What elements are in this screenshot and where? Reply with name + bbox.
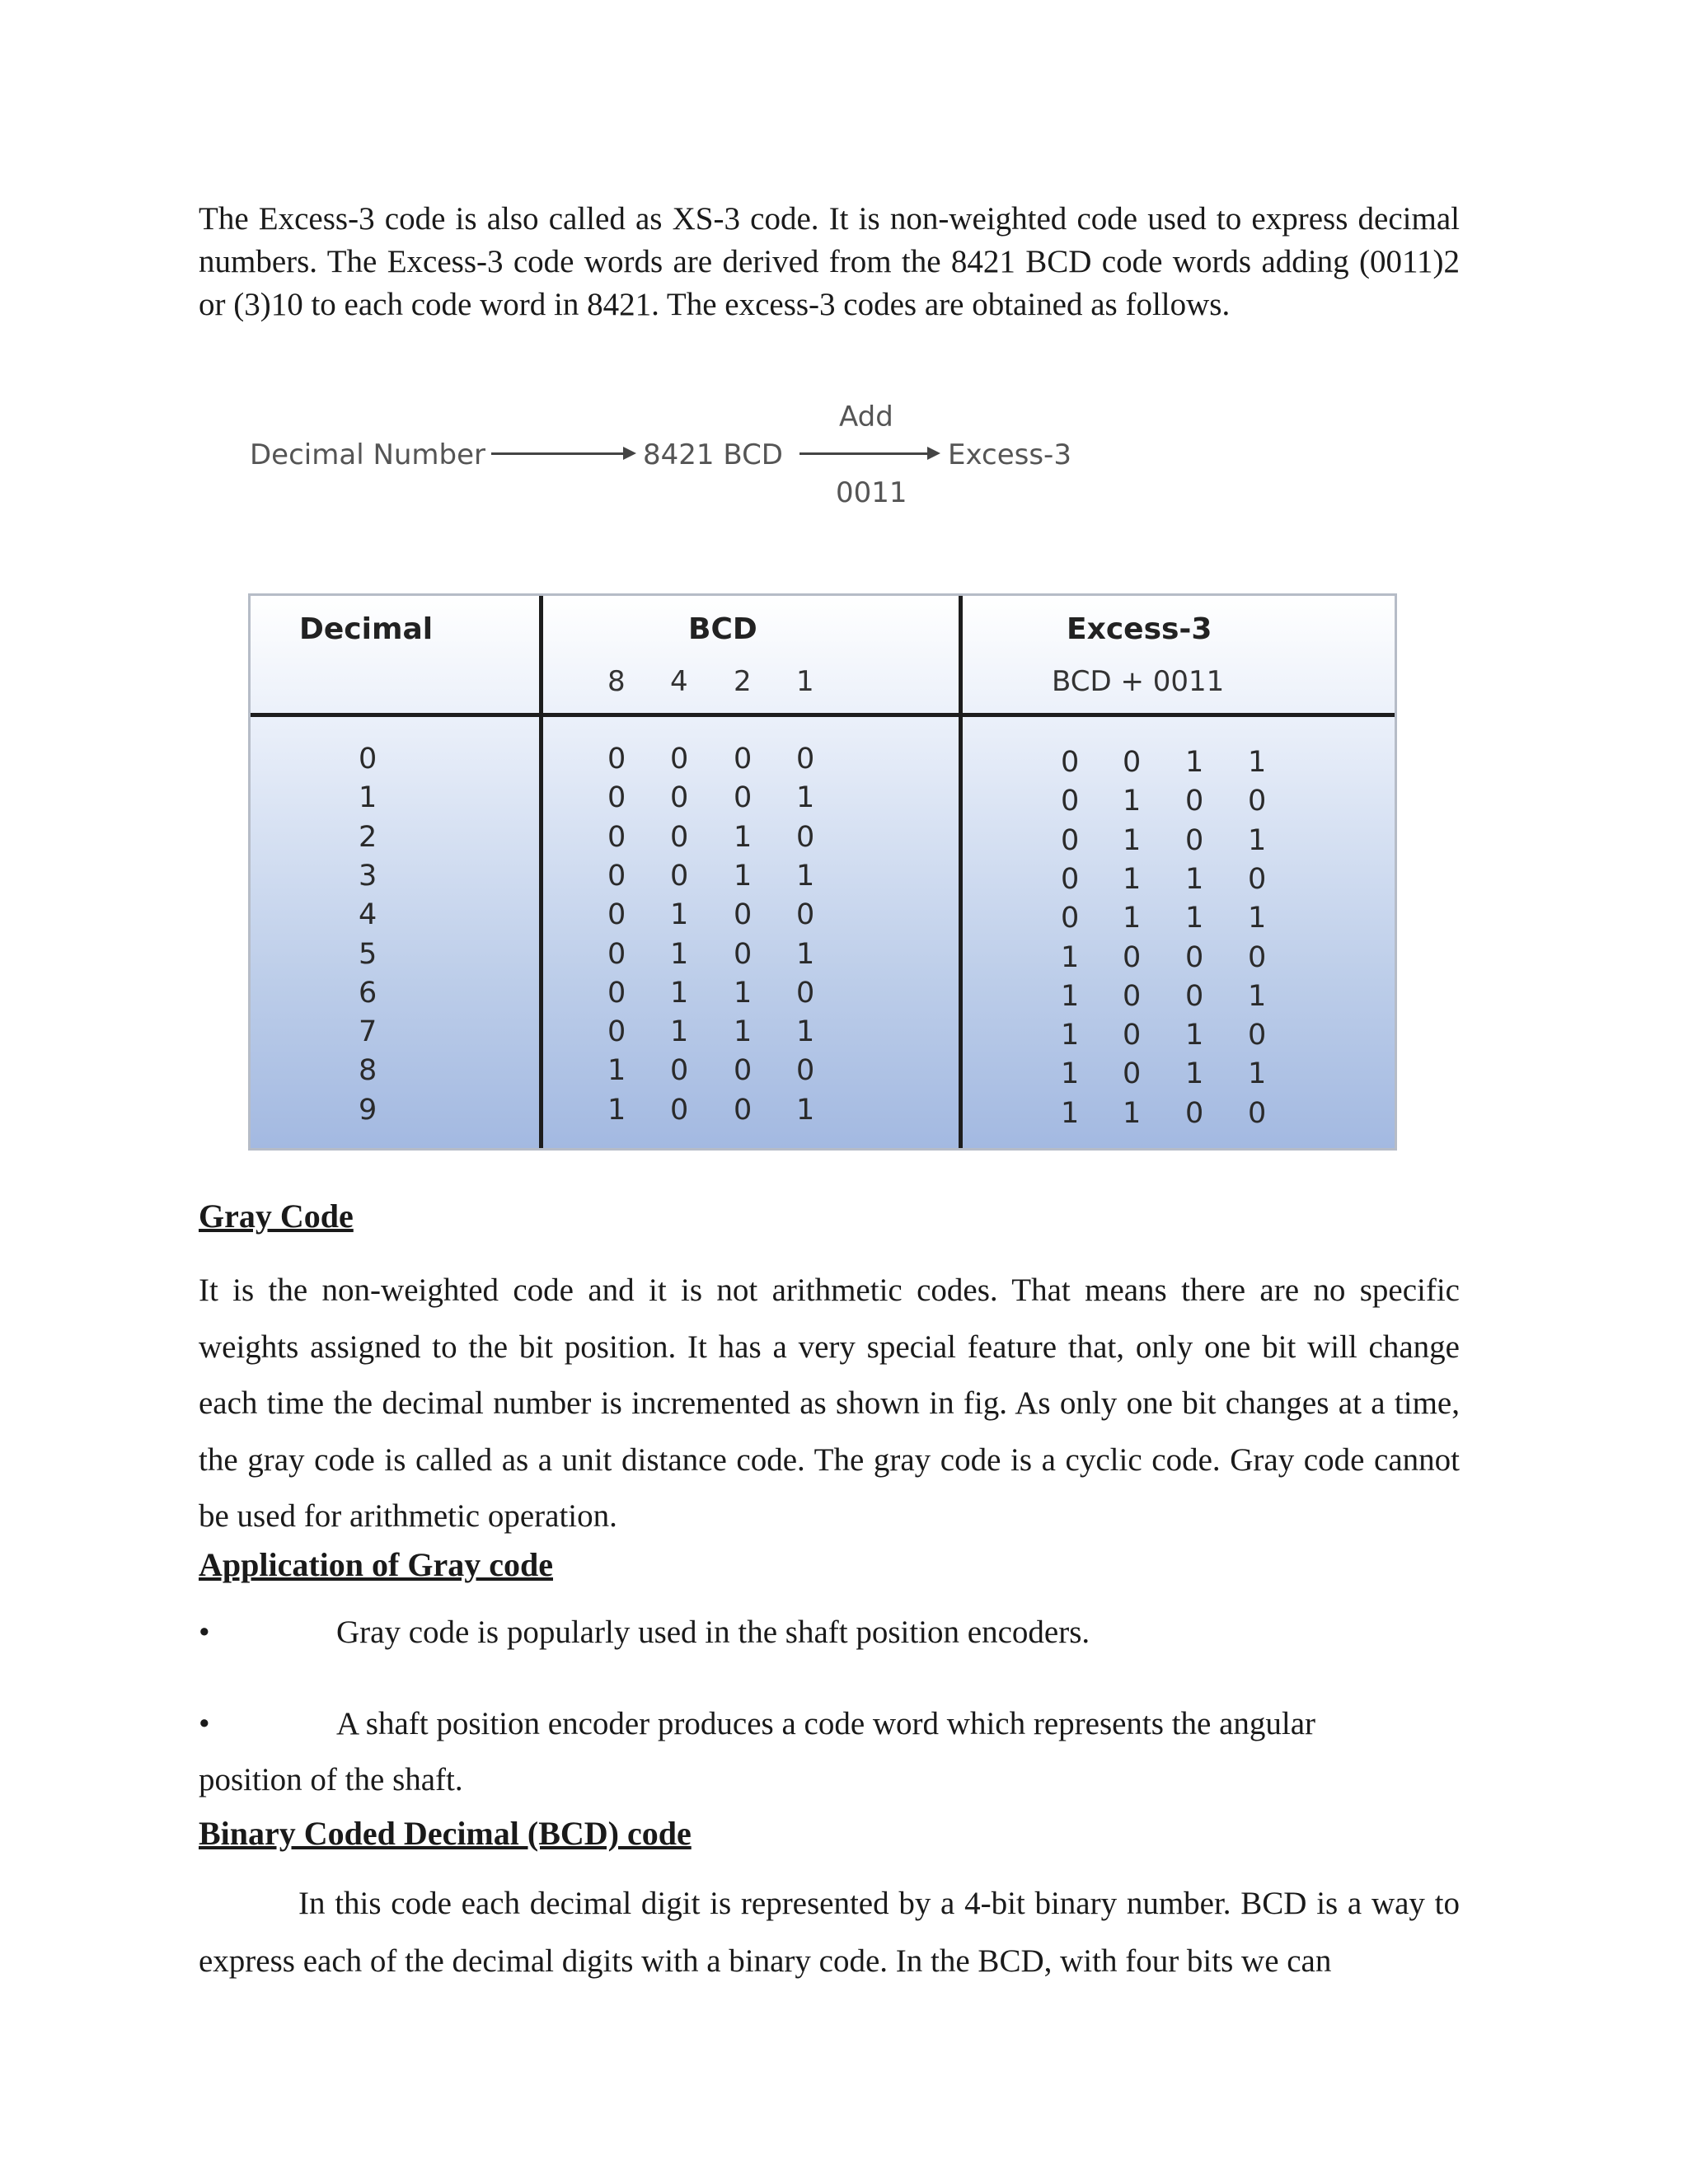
excess3-bit-cell: 1 [1248, 902, 1267, 935]
flow-excess3: Excess-3 [948, 438, 1071, 471]
bcd-bit-cell: 0 [607, 859, 626, 893]
bcd-bit-cell: 0 [607, 898, 626, 932]
bcd-bit-cell: 0 [734, 937, 753, 971]
bcd-bit-cell: 1 [796, 1015, 815, 1049]
bcd-bit-cell: 0 [607, 743, 626, 776]
decimal-cell: 4 [359, 898, 377, 932]
bullet-continuation-text: position of the shaft. [199, 1762, 463, 1797]
excess3-bit-cell: 0 [1185, 979, 1204, 1013]
decimal-cell: 9 [359, 1093, 377, 1127]
flow-decimal-number: Decimal Number [250, 438, 486, 471]
excess3-bit-cell: 0 [1248, 1096, 1267, 1130]
decimal-cell: 3 [359, 859, 377, 893]
bcd-bit-cell: 0 [607, 820, 626, 854]
table-header-divider [251, 713, 1395, 717]
excess3-bit-cell: 1 [1248, 1057, 1267, 1091]
bullet-icon: • [199, 1615, 210, 1650]
header-bcd: BCD [688, 612, 757, 646]
bcd-bit-cell: 1 [670, 976, 689, 1010]
bcd-bit-cell: 0 [670, 781, 689, 815]
header-decimal: Decimal [299, 612, 434, 646]
bcd-bit-cell: 1 [607, 1093, 626, 1127]
table-divider [539, 596, 543, 1148]
excess3-code-table [248, 593, 1397, 1151]
bcd-weight-label: 2 [734, 665, 752, 698]
table-divider [959, 596, 963, 1148]
excess3-bit-cell: 1 [1185, 1057, 1204, 1091]
bcd-bit-cell: 0 [734, 1093, 753, 1127]
excess3-bit-cell: 0 [1185, 785, 1204, 818]
bcd-bit-cell: 0 [607, 976, 626, 1010]
flow-add-value: 0011 [836, 476, 907, 509]
excess3-subheader: BCD + 0011 [1052, 665, 1225, 698]
header-excess3: Excess-3 [1067, 612, 1212, 646]
excess3-bit-cell: 0 [1248, 1019, 1267, 1052]
excess3-bit-cell: 1 [1185, 902, 1204, 935]
bcd-bit-cell: 0 [796, 1054, 815, 1088]
decimal-cell: 5 [359, 937, 377, 971]
decimal-cell: 0 [359, 743, 377, 776]
excess3-bit-cell: 1 [1123, 1096, 1142, 1130]
excess3-bit-cell: 0 [1061, 785, 1080, 818]
bcd-bit-cell: 1 [670, 898, 689, 932]
excess3-bit-cell: 1 [1248, 746, 1267, 779]
flow-arrow-2-line [799, 452, 927, 455]
excess3-bit-cell: 0 [1123, 1057, 1142, 1091]
excess3-bit-cell: 0 [1248, 862, 1267, 896]
bcd-bit-cell: 1 [670, 937, 689, 971]
bcd-bit-cell: 1 [607, 1054, 626, 1088]
bcd-bit-cell: 0 [670, 859, 689, 893]
bcd-paragraph: In this code each decimal digit is represented by a 4-bit binary number. BCD is a way to express each of the decimal digits with a binary code. In the BCD, with four bits we can [199, 1886, 1460, 1979]
excess3-bit-cell: 0 [1061, 746, 1080, 779]
bcd-bit-cell: 0 [670, 820, 689, 854]
bcd-bit-cell: 0 [796, 743, 815, 776]
excess3-bit-cell: 1 [1061, 1057, 1080, 1091]
flow-8421-bcd: 8421 BCD [643, 438, 783, 471]
excess3-bit-cell: 1 [1123, 823, 1142, 857]
gray-code-heading: Gray Code [199, 1197, 354, 1235]
excess3-bit-cell: 1 [1185, 746, 1204, 779]
bullet-icon: • [199, 1706, 210, 1741]
bcd-bit-cell: 0 [734, 781, 753, 815]
excess3-bit-cell: 0 [1123, 979, 1142, 1013]
excess3-bit-cell: 1 [1185, 862, 1204, 896]
excess3-bit-cell: 1 [1248, 979, 1267, 1013]
excess3-bit-cell: 0 [1248, 785, 1267, 818]
bcd-bit-cell: 1 [734, 1015, 753, 1049]
intro-paragraph: The Excess-3 code is also called as XS-3 code. It is non-weighted code used to express decimal numbers. The Excess-3 code words are derived from the 8421 BCD code words adding (0011)2 or (3)10 to each code word in 8421. The excess-3 codes are obtained as follows. [199, 201, 1460, 322]
excess3-bit-cell: 0 [1185, 1096, 1204, 1130]
bullet-text: A shaft position encoder produces a code word which represents the angular [336, 1706, 1316, 1741]
bcd-bit-cell: 0 [796, 976, 815, 1010]
excess3-bit-cell: 0 [1248, 940, 1267, 974]
excess3-bit-cell: 1 [1061, 1019, 1080, 1052]
bcd-bit-cell: 0 [796, 898, 815, 932]
excess3-bit-cell: 1 [1123, 862, 1142, 896]
excess3-bit-cell: 0 [1061, 862, 1080, 896]
flow-arrow-1-line [491, 452, 623, 455]
excess3-bit-cell: 0 [1185, 823, 1204, 857]
bcd-weight-label: 1 [796, 665, 814, 698]
excess3-bit-cell: 1 [1061, 979, 1080, 1013]
bcd-weight-label: 4 [670, 665, 688, 698]
application-heading: Application of Gray code [199, 1546, 553, 1583]
bcd-bit-cell: 1 [734, 976, 753, 1010]
bcd-bit-cell: 0 [670, 743, 689, 776]
bcd-bit-cell: 1 [734, 820, 753, 854]
bcd-bit-cell: 0 [607, 937, 626, 971]
excess3-bit-cell: 0 [1123, 746, 1142, 779]
arrow-right-icon [623, 447, 636, 460]
excess3-bit-cell: 0 [1123, 940, 1142, 974]
decimal-cell: 1 [359, 781, 377, 815]
decimal-cell: 8 [359, 1054, 377, 1088]
bullet-text: Gray code is popularly used in the shaft position encoders. [336, 1615, 1090, 1650]
bcd-bit-cell: 0 [670, 1054, 689, 1088]
excess3-bit-cell: 1 [1248, 823, 1267, 857]
decimal-cell: 6 [359, 976, 377, 1010]
bcd-bit-cell: 1 [796, 781, 815, 815]
decimal-cell: 2 [359, 820, 377, 854]
excess3-bit-cell: 0 [1061, 902, 1080, 935]
arrow-right-icon [927, 447, 940, 460]
bcd-bit-cell: 0 [734, 898, 753, 932]
bcd-heading: Binary Coded Decimal (BCD) code [199, 1815, 692, 1852]
bcd-bit-cell: 0 [607, 1015, 626, 1049]
excess3-bit-cell: 0 [1185, 940, 1204, 974]
bcd-bit-cell: 1 [734, 859, 753, 893]
bcd-bit-cell: 0 [796, 820, 815, 854]
excess3-bit-cell: 1 [1123, 785, 1142, 818]
gray-code-paragraph: It is the non-weighted code and it is not arithmetic codes. That means there are no specific weights assigned to the bit position. It has a very special feature that, only one bit will change each time the decimal number is incremented as shown in fig. As only one bit changes at a time, the gray code is called as a unit distance code. The gray code is a cyclic code. Gray code cannot be used for arithmetic operation. [199, 1272, 1460, 1534]
bcd-bit-cell: 1 [796, 1093, 815, 1127]
excess3-bit-cell: 1 [1061, 940, 1080, 974]
bcd-bit-cell: 1 [796, 937, 815, 971]
bcd-bit-cell: 1 [796, 859, 815, 893]
bcd-bit-cell: 0 [734, 1054, 753, 1088]
bcd-bit-cell: 0 [607, 781, 626, 815]
bcd-bit-cell: 1 [670, 1015, 689, 1049]
excess3-bit-cell: 1 [1185, 1019, 1204, 1052]
bcd-bit-cell: 0 [670, 1093, 689, 1127]
decimal-cell: 7 [359, 1015, 377, 1049]
excess3-bit-cell: 0 [1061, 823, 1080, 857]
bcd-weight-label: 8 [607, 665, 626, 698]
flow-add-label: Add [839, 401, 893, 434]
bcd-bit-cell: 0 [734, 743, 753, 776]
excess3-bit-cell: 1 [1123, 902, 1142, 935]
excess3-bit-cell: 1 [1061, 1096, 1080, 1130]
excess3-bit-cell: 0 [1123, 1019, 1142, 1052]
